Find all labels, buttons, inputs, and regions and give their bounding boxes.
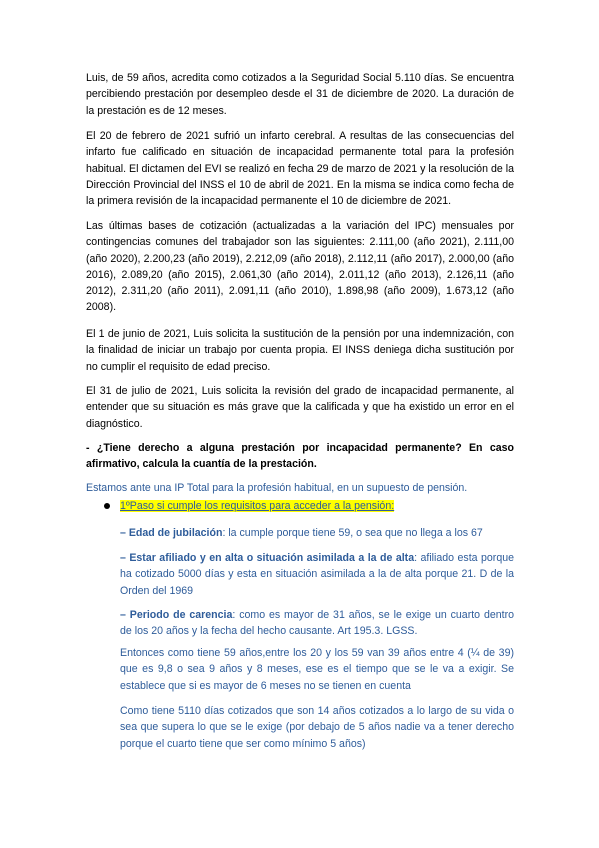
req2-label: – Estar afiliado y en alta o situación asimilada a la de alta <box>120 552 415 564</box>
step1-heading: 1ºPaso si cumple los requisitos para acceder a la pensión: <box>120 500 395 512</box>
answer-intro-block <box>86 480 514 496</box>
requirement-2 <box>120 550 514 599</box>
paragraph-4: El 1 de junio de 2021, Luis solicita la sustitución de la pensión por una indemnización, con la finalidad de iniciar un trabajo por cuenta propia. El INSS deniega dicha sustitución por no cumplir el requisito de edad preciso. <box>86 328 514 373</box>
question-block <box>86 440 514 473</box>
requirement-3 <box>120 607 514 640</box>
paragraph-1: Luis, de 59 años, acredita como cotizados a la Seguridad Social 5.110 días. Se encuentra percibiendo prestación por desempleo desde el 31 de diciembre de 2020. La duración de la prestación es de 12 meses. <box>86 72 514 117</box>
paragraph-2: El 20 de febrero de 2021 sufrió un infarto cerebral. A resultas de las consecuencias del infarto fue calificado en situación de incapacidad permanente total para la profesión habitual. El dictamen del EVI se realizó en fecha 29 de marzo de 2021 y la resolución de la Dirección Provincial del INSS el 10 de abril de 2021. En la misma se indica como fecha de la primera revisión de la incapacidad permanente el 10 de diciembre de 2021. <box>86 130 514 208</box>
answer-intro: Estamos ante una IP Total para la profesión habitual, en un supuesto de pensión. <box>86 482 468 494</box>
req1-label: – Edad de jubilación <box>120 527 223 539</box>
question: - ¿Tiene derecho a alguna prestación por incapacidad permanente? En caso afirmativo, calcula la cuantía de la prestación. <box>86 442 514 471</box>
note-1-block <box>120 645 514 694</box>
paragraph-block-4 <box>86 326 514 375</box>
paragraph-3: Las últimas bases de cotización (actualizadas a la variación del IPC) mensuales por contingencias comunes del trabajador son las siguientes: 2.111,00 (año 2021), 2.111,00 (año 2020), 2.200,23 (año 2019), 2.212,09 (año 2018), 2.112,11 (año 2017), 2.000,00 (año 2016), 2.089,20 (año 2015), 2.061,30 (año 2014), 2.011,12 (año 2013), 2.126,11 (año 2012), 2.311,20 (año 2011), 2.091,11 (año 2010), 1.898,98 (año 2009), 1.673,12 (año 2008). <box>86 220 514 314</box>
note-2: Como tiene 5110 días cotizados que son 14 años cotizados a lo largo de su vida o sea que supera lo que se le exige (por debajo de 5 años nadie va a tener derecho porque el cuarto tiene que ser como mínimo 5 años) <box>120 705 514 750</box>
step1-block <box>120 498 514 514</box>
note-1: Entonces como tiene 59 años,entre los 20 y los 59 van 39 años entre 4 (¼ de 39) que es 9,8 o sea 9 años y 8 meses, ese es el tiempo que se le va a exigir. Se establece que si es mayor de 6 meses no se tienen en cuenta <box>120 647 514 692</box>
paragraph-5: El 31 de julio de 2021, Luis solicita la revisión del grado de incapacidad permanente, al entender que su situación es más grave que la calificada y que ha existido un error en el diagnóstico. <box>86 385 514 430</box>
bullet-icon <box>104 503 110 509</box>
requirement-1 <box>120 525 514 541</box>
paragraph-block-2 <box>86 128 514 209</box>
req2-text: : afiliado esta porque ha cotizado 5000 días y esta en situación asimilada a la de alta porque 21. D de la Orden del 1969 <box>120 552 514 597</box>
req3-label: – Periodo de carencia <box>120 609 233 621</box>
paragraph-block-5 <box>86 383 514 432</box>
req1-text: : la cumple porque tiene 59, o sea que no llega a los 67 <box>222 527 483 539</box>
note-2-block <box>120 703 514 752</box>
req3-text: : como es mayor de 31 años, se le exige un cuarto dentro de los 20 años y la fecha del hecho causante. Art 195.3. LGSS. <box>120 609 514 638</box>
paragraph-block-3 <box>86 218 514 316</box>
paragraph-facts <box>86 70 514 119</box>
